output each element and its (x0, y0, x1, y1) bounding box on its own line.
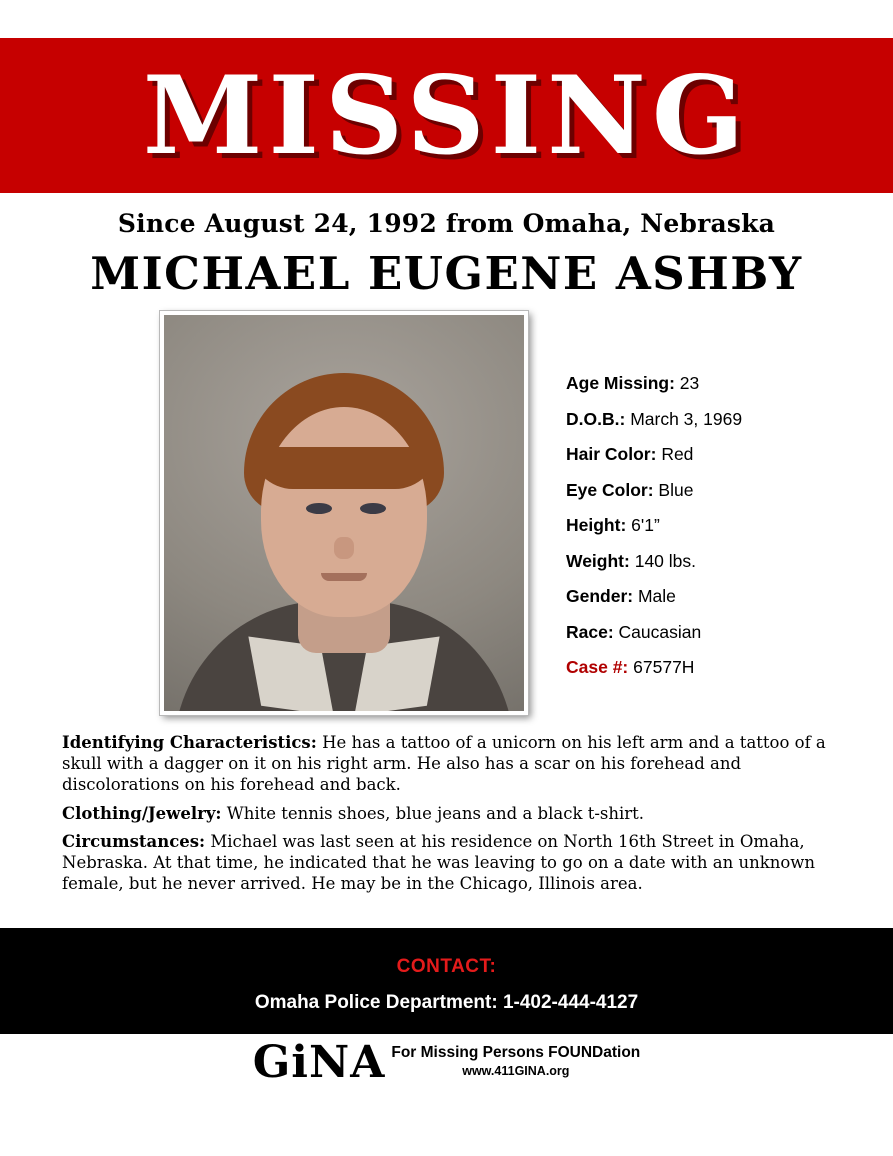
clothing-jewelry-label: Clothing/Jewelry: (62, 803, 222, 823)
detail-row (566, 551, 742, 572)
contact-phone[interactable]: Omaha Police Department: 1-402-444-4127 (254, 992, 639, 1013)
detail-value-hair-color: Red (661, 444, 694, 465)
identifying-characteristics-label: Identifying Characteristics: (62, 733, 317, 753)
detail-row (566, 480, 742, 501)
gina-tagline: For Missing Persons FOUNDation (391, 1043, 641, 1061)
clothing-jewelry (62, 804, 831, 825)
circumstances (62, 832, 831, 894)
circumstances-text: Michael was last seen at his residence on North 16th Street in Omaha, Nebraska. At that time, he indicated that he was leaving to go on a date with an unknown female, but he never arrived. He may be in the Chicago, Illinois area. (62, 832, 816, 893)
main-area (0, 311, 893, 715)
photo-nose (334, 537, 354, 559)
detail-row (566, 409, 742, 430)
detail-value-case-number: 67577H (633, 657, 695, 678)
contact-title: CONTACT: (396, 956, 497, 977)
detail-label-gender: Gender: (566, 586, 634, 607)
detail-row (566, 586, 742, 607)
identifying-characteristics (62, 733, 831, 795)
detail-label-hair-color: Hair Color: (566, 444, 657, 465)
detail-row (566, 657, 742, 678)
detail-list (566, 311, 742, 693)
detail-value-height: 6'1” (631, 515, 660, 536)
detail-label-weight: Weight: (566, 550, 630, 571)
footer (0, 1037, 893, 1088)
detail-label-eye-color: Eye Color: (566, 479, 654, 500)
portrait-photo (160, 311, 528, 715)
gina-logo-text (391, 1044, 640, 1084)
photo-bangs (251, 447, 437, 489)
detail-value-dob: March 3, 1969 (630, 408, 743, 429)
clothing-jewelry-text: White tennis shoes, blue jeans and a black t-shirt. (226, 803, 645, 823)
detail-value-race: Caucasian (618, 621, 702, 642)
since-line: Since August 24, 1992 from Omaha, Nebraska (117, 209, 776, 238)
contact-bar (0, 928, 893, 1034)
page-title: MICHAEL EUGENE ASHBY (90, 247, 803, 300)
gina-url[interactable]: www.411GINA.org (462, 1063, 570, 1078)
detail-row (566, 444, 742, 465)
photo-face (261, 407, 427, 617)
narrative-block (0, 727, 893, 894)
detail-row (566, 622, 742, 643)
top-margin (0, 0, 893, 38)
circumstances-label: Circumstances: (62, 832, 206, 852)
gina-logo[interactable] (252, 1037, 641, 1088)
detail-label-height: Height: (566, 515, 627, 536)
detail-value-age-missing: 23 (679, 373, 700, 394)
photo-background (164, 315, 524, 711)
detail-label-dob: D.O.B.: (566, 408, 626, 429)
detail-label-age-missing: Age Missing: (566, 373, 675, 394)
detail-row (566, 373, 742, 394)
missing-banner (0, 38, 893, 193)
detail-value-gender: Male (637, 586, 676, 607)
headline-missing: MISSING (142, 52, 751, 179)
photo-mouth (321, 573, 367, 581)
identifying-characteristics-text: He has a tattoo of a unicorn on his left arm and a tattoo of a skull with a dagger on it on his right arm. He also has a scar on his forehead and discolorations on his forehead and back. (62, 733, 826, 794)
detail-value-weight: 140 lbs. (634, 550, 697, 571)
detail-label-case-number: Case #: (566, 657, 629, 678)
detail-row (566, 515, 742, 536)
gina-logo-wordmark: GiNA (252, 1037, 386, 1088)
detail-label-race: Race: (566, 621, 614, 642)
detail-value-eye-color: Blue (658, 479, 694, 500)
